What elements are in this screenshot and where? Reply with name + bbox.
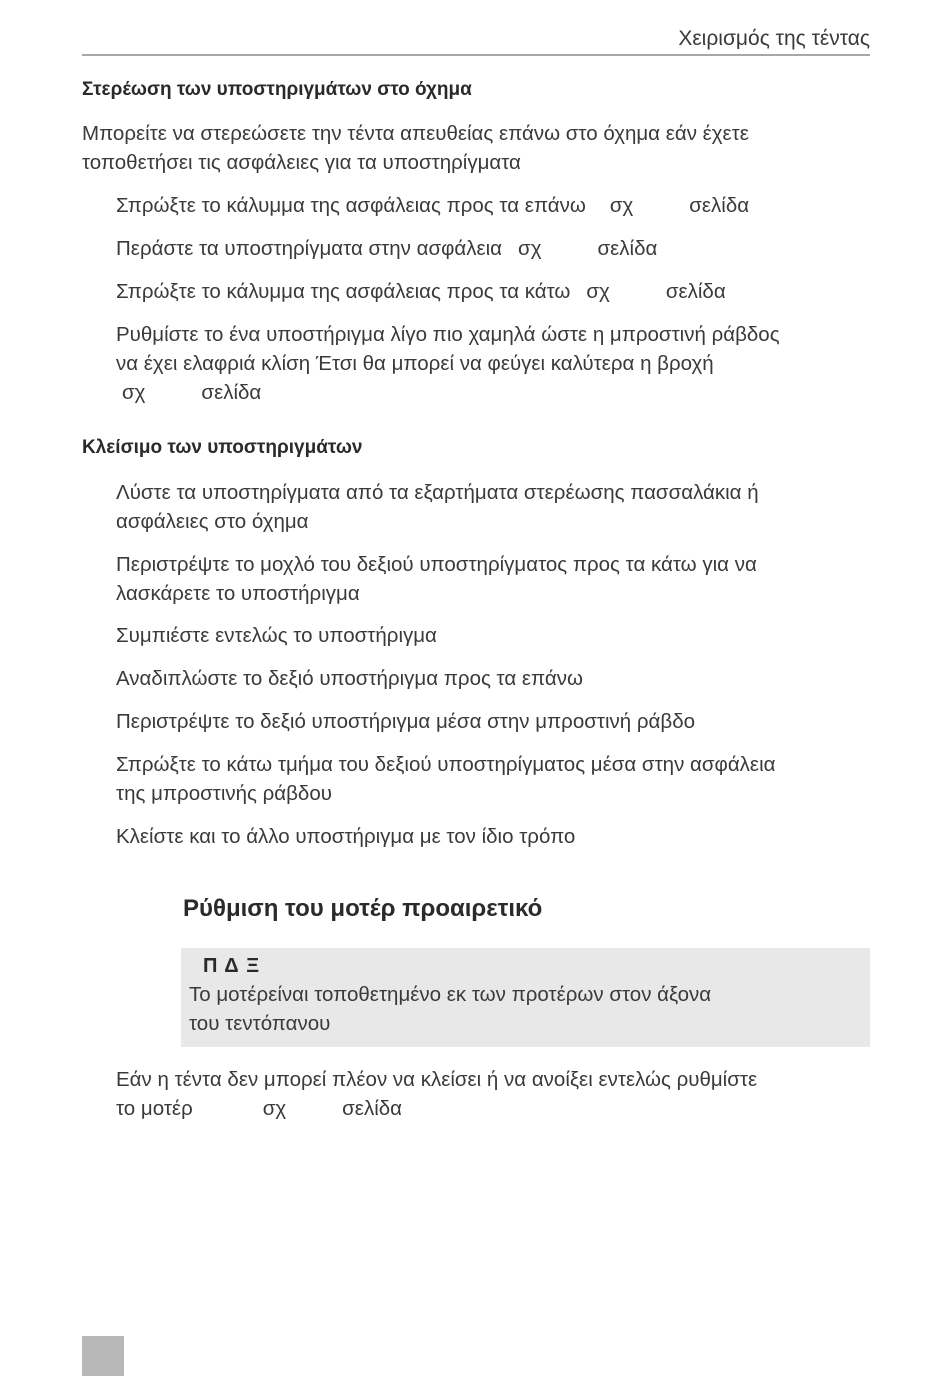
close-step-6-line-1: Σπρώξτε το κάτω τμήμα του δεξιού υποστηρίγματος μέσα στην ασφάλεια [116,753,776,776]
note-box [181,948,870,1047]
figure-ref: σχ [518,237,542,260]
step-insert-supports [116,234,872,263]
step-adjust-support-line-1: Ρυθμίστε το ένα υποστήριγμα λίγο πιο χαμηλά ώστε η μπροστινή ράβδος [116,323,780,346]
motor-body-line-1: Εάν η τέντα δεν μπορεί πλέον να κλείσει ή να ανοίξει εντελώς ρυθμίστε [116,1068,758,1091]
page-ref: σελίδα [665,280,726,303]
step-text: Σπρώξτε το κάλυμμα της ασφάλειας προς τα επάνω [116,194,586,217]
chapter-title-motor-adjustment: Ρύθμιση του μοτέρ προαιρετικό [183,895,543,922]
intro-paragraph-line-1: Μπορείτε να στερεώσετε την τέντα απευθείας επάνω στο όχημα εάν έχετε [82,122,749,145]
figure-ref: σχ [609,194,634,217]
close-step-4: Αναδιπλώστε το δεξιό υποστήριγμα προς τα επάνω [116,667,584,690]
motor-body-text: το μοτέρ [116,1097,193,1120]
close-step-7: Κλείστε και το άλλο υποστήριγμα με τον ίδιο τρόπο [116,825,576,848]
note-line-2: του τεντόπανου [189,1012,331,1035]
step-text: Περάστε τα υποστηρίγματα στην ασφάλεια [116,237,503,260]
intro-paragraph-line-2: τοποθετήσει τις ασφάλειες για τα υποστηρίγματα [82,151,521,174]
page-ref: σελίδα [597,237,658,260]
close-step-3: Συμπιέστε εντελώς το υποστήριγμα [116,624,437,647]
step-adjust-support-reference [116,378,872,407]
step-text: Σπρώξτε το κάλυμμα της ασφάλειας προς τα κάτω [116,280,571,303]
close-step-6-line-2: της μπροστινής ράβδου [116,782,332,805]
section-title-closing-supports: Κλείσιμο των υποστηριγμάτων [82,437,363,458]
page-ref: σελίδα [689,194,750,217]
note-text [189,980,864,1038]
page-ref: σελίδα [342,1097,403,1120]
figure-ref: σχ [122,381,146,404]
page-number-marker [82,1336,124,1376]
note-line-1-start: Το μοτέρ [189,983,269,1006]
close-step-5: Περιστρέψτε το δεξιό υποστήριγμα μέσα στην μπροστινή ράβδο [116,710,696,733]
page-ref: σελίδα [201,381,262,404]
close-step-1-line-2: ασφάλειες στο όχημα [116,510,309,533]
motor-body-line-2 [116,1094,872,1123]
figure-ref: σχ [586,280,610,303]
section-title-fixing-supports: Στερέωση των υποστηριγμάτων στο όχημα [82,79,472,100]
close-step-1-line-1: Λύστε τα υποστηρίγματα από τα εξαρτήματα στερέωσης πασσαλάκια ή [116,481,759,504]
step-adjust-support-line-2: να έχει ελαφριά κλίση Έτσι θα μπορεί να φεύγει καλύτερα η βροχή [116,352,714,375]
figure-ref: σχ [262,1097,287,1120]
close-step-2-line-2: λασκάρετε το υποστήριγμα [116,582,360,605]
page-header [82,26,870,56]
step-push-cover-up [116,191,872,220]
close-step-2-line-1: Περιστρέψτε το μοχλό του δεξιού υποστηρίγματος προς τα κάτω για να [116,553,757,576]
note-label: Π Δ Ξ [203,955,261,977]
note-line-1-end: είναι τοποθετημένο εκ των προτέρων στον άξονα [268,983,712,1006]
running-title: Χειρισμός της τέντας [678,27,870,50]
step-push-cover-down [116,277,872,306]
